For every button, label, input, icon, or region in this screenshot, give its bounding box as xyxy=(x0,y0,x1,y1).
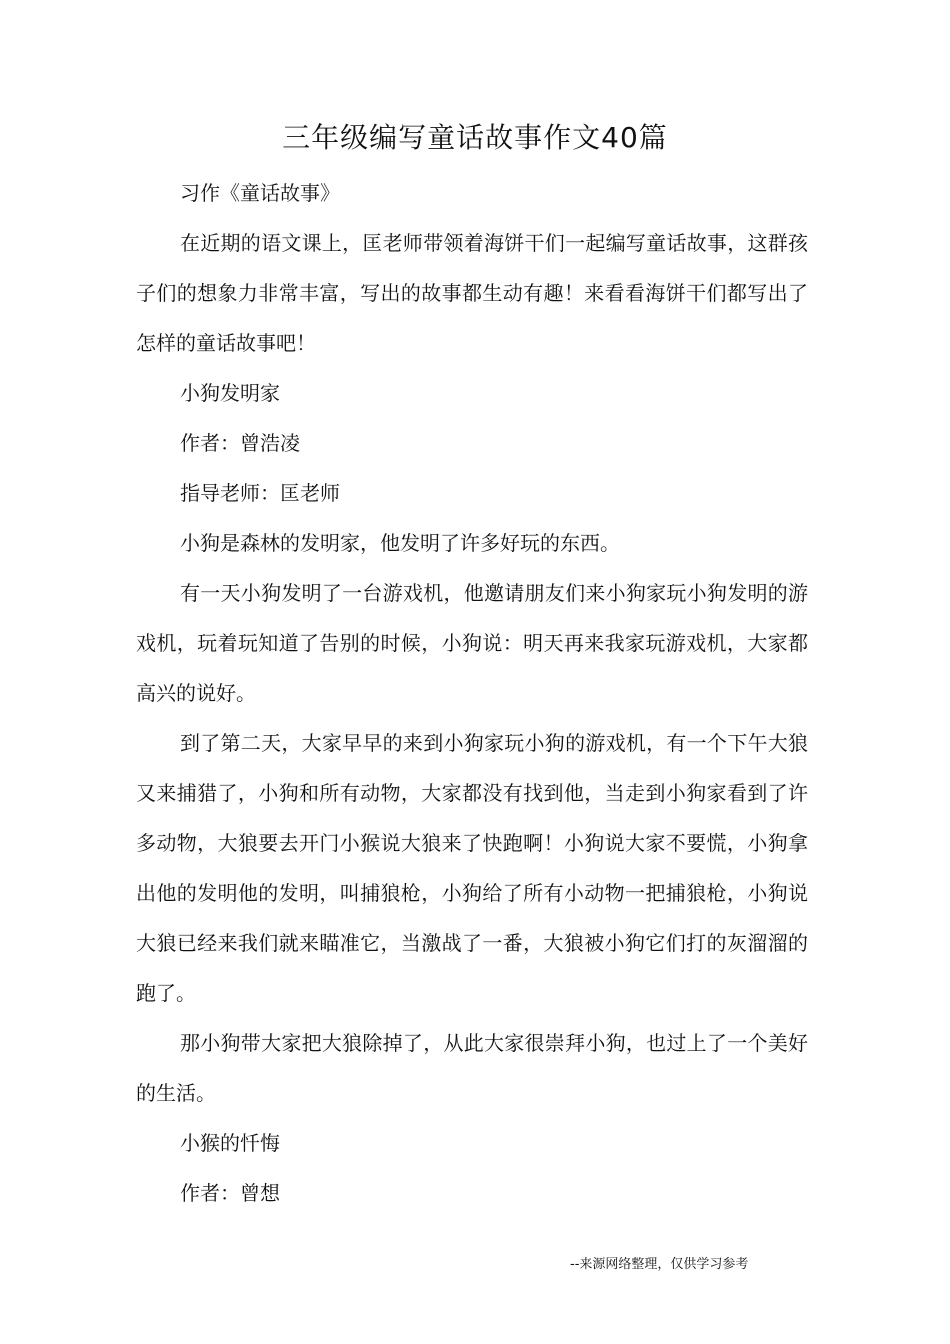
document-title: 三年级编写童话故事作文40篇 xyxy=(282,121,668,154)
story-author: 作者：曾浩凌 xyxy=(180,431,300,455)
document-body xyxy=(136,168,808,1218)
story-title: 小猴的忏悔 xyxy=(180,1131,280,1155)
story-paragraph: 到了第二天，大家早早的来到小狗家玩小狗的游戏机，有一个下午大狼又来捕猎了，小狗和所有动物，大家都没有找到他，当走到小狗家看到了许多动物，大狼要去开门小猴说大狼来了快跑啊！小狗说大家不要慌，小狗拿出他的发明他的发明，叫捕狼枪，小狗给了所有小动物一把捕狼枪，小狗说大狼已经来我们就来瞄准它，当激战了一番，大狼被小狗它们打的灰溜溜的跑了。 xyxy=(136,731,808,1005)
story-author: 作者：曾想 xyxy=(180,1181,280,1205)
intro-paragraph: 在近期的语文课上，匡老师带领着海饼干们一起编写童话故事，这群孩子们的想象力非常丰富，写出的故事都生动有趣！来看看海饼干们都写出了怎样的童话故事吧！ xyxy=(136,231,808,355)
section-heading: 习作《童话故事》 xyxy=(180,181,340,205)
story-paragraph: 小狗是森林的发明家，他发明了许多好玩的东西。 xyxy=(180,531,620,555)
story-title: 小狗发明家 xyxy=(180,381,280,405)
footer-note: --来源网络整理，仅供学习参考 xyxy=(570,1257,749,1272)
story-paragraph: 那小狗带大家把大狼除掉了，从此大家很崇拜小狗，也过上了一个美好的生活。 xyxy=(136,1031,808,1105)
story-teacher: 指导老师：匡老师 xyxy=(180,481,340,505)
story-paragraph: 有一天小狗发明了一台游戏机，他邀请朋友们来小狗家玩小狗发明的游戏机，玩着玩知道了告别的时候，小狗说：明天再来我家玩游戏机，大家都高兴的说好。 xyxy=(136,581,808,705)
